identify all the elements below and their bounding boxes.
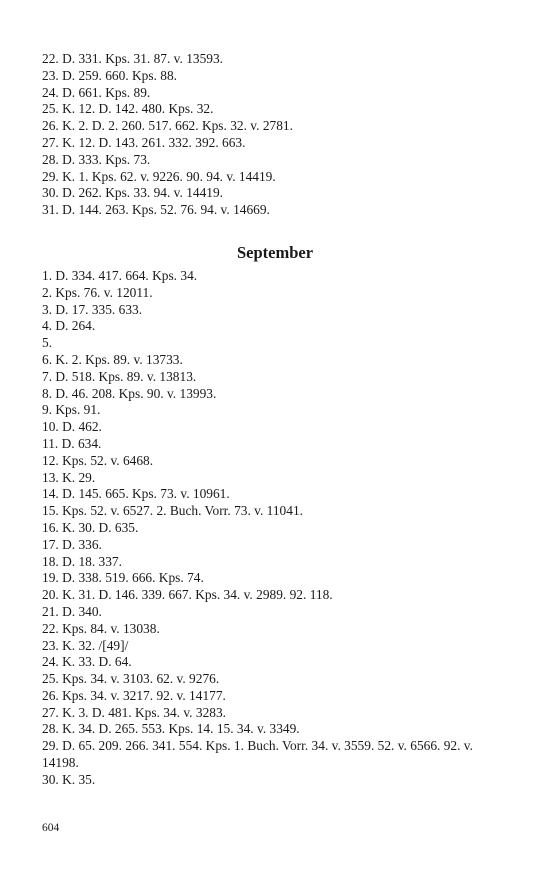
entry-line: 21. D. 340. (42, 603, 102, 619)
entry-line: 26. Kps. 34. v. 3217. 92. v. 14177. (42, 687, 226, 703)
entry-line: 15. Kps. 52. v. 6527. 2. Buch. Vorr. 73. v. 11041. (42, 503, 303, 519)
page-number: 604 (42, 822, 60, 834)
entry-line: 5. (42, 335, 53, 351)
entry-line: 17. D. 336. (42, 536, 102, 552)
entry-line: 23. D. 259. 660. Kps. 88. (42, 67, 178, 83)
entry-line: 27. K. 3. D. 481. Kps. 34. v. 3283. (42, 704, 226, 720)
entry-line: 22. D. 331. Kps. 31. 87. v. 13593. (42, 51, 224, 66)
entry-line: 16. K. 30. D. 635. (42, 519, 139, 535)
entry-line: 4. D. 264. (42, 318, 96, 334)
entry-line: 7. D. 518. Kps. 89. v. 13813. (42, 368, 197, 384)
entry-line: 25. Kps. 34. v. 3103. 62. v. 9276. (42, 671, 220, 687)
entry-line: 27. K. 12. D. 143. 261. 332. 392. 663. (42, 134, 246, 150)
entry-line: 1. D. 334. 417. 664. Kps. 34. (42, 267, 198, 283)
entry-line: 19. D. 338. 519. 666. Kps. 74. (42, 570, 204, 586)
august-entry-list (42, 51, 508, 219)
entry-line: 6. K. 2. Kps. 89. v. 13733. (42, 351, 183, 367)
entry-line: 24. D. 661. Kps. 89. (42, 84, 151, 100)
entry-line: 25. K. 12. D. 142. 480. Kps. 32. (42, 101, 214, 117)
entry-line: 12. Kps. 52. v. 6468. (42, 452, 154, 468)
entry-line: 11. D. 634. (42, 435, 102, 451)
entry-line: 26. K. 2. D. 2. 260. 517. 662. Kps. 32. v. 2781. (42, 118, 293, 134)
entry-line: 18. D. 18. 337. (42, 553, 122, 569)
entry-line: 29. D. 65. 209. 266. 341. 554. Kps. 1. Buch. Vorr. 34. v. 3559. 52. v. 6566. 92. v. 14198. (42, 738, 473, 771)
section-heading: September (236, 242, 314, 262)
entry-line: 2. Kps. 76. v. 12011. (42, 284, 153, 300)
entry-line: 10. D. 462. (42, 419, 102, 435)
september-entry-list (42, 268, 508, 789)
entry-line: 20. K. 31. D. 146. 339. 667. Kps. 34. v. 2989. 92. 118. (42, 587, 333, 603)
entry-line: 28. D. 333. Kps. 73. (42, 151, 151, 167)
entry-line: 30. D. 262. Kps. 33. 94. v. 14419. (42, 185, 224, 201)
entry-line: 28. K. 34. D. 265. 553. Kps. 14. 15. 34. v. 3349. (42, 721, 300, 737)
entry-line: 22. Kps. 84. v. 13038. (42, 620, 160, 636)
entry-line: 3. D. 17. 335. 633. (42, 301, 143, 317)
document-page (42, 51, 508, 789)
entry-line: 13. K. 29. (42, 469, 96, 485)
entry-line: 29. K. 1. Kps. 62. v. 9226. 90. 94. v. 14419. (42, 168, 276, 184)
entry-line: 8. D. 46. 208. Kps. 90. v. 13993. (42, 385, 217, 401)
entry-line: 30. K. 35. (42, 771, 96, 787)
entry-line: 24. K. 33. D. 64. (42, 654, 132, 670)
entry-line: 9. Kps. 91. (42, 402, 101, 418)
entry-line: 23. K. 32. /[49]/ (42, 637, 129, 653)
entry-line: 14. D. 145. 665. Kps. 73. v. 10961. (42, 486, 230, 502)
entry-line: 31. D. 144. 263. Kps. 52. 76. 94. v. 14669. (42, 202, 270, 218)
